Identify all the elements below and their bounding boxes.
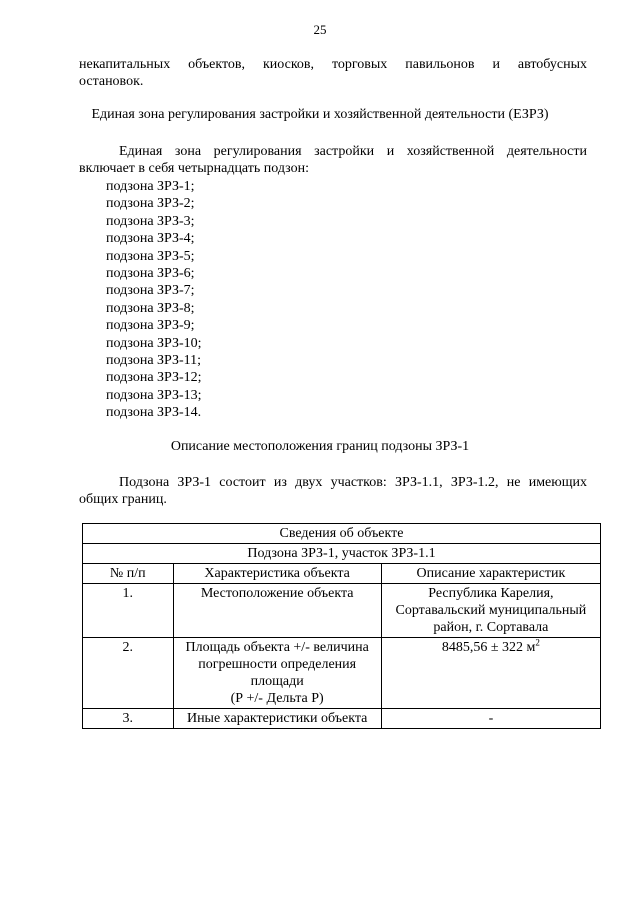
row-characteristic	[173, 638, 381, 709]
row-description: -	[381, 709, 600, 729]
list-item: подзона ЗРЗ-4;	[106, 231, 195, 247]
continuation-paragraph	[79, 56, 587, 90]
column-header-description: Описание характеристик	[381, 564, 600, 584]
characteristic-line: площади	[250, 674, 304, 689]
object-info-table	[82, 523, 601, 729]
list-item: подзона ЗРЗ-1;	[106, 179, 195, 194]
zrz1-paragraph	[79, 474, 587, 508]
row-characteristic: Местоположение объекта	[173, 584, 381, 638]
row-number: 2.	[83, 638, 174, 709]
list-item: подзона ЗРЗ-8;	[106, 300, 195, 316]
column-header-num: № п/п	[83, 564, 174, 584]
paragraph-line: включает в себя четырнадцать подзон:	[79, 161, 310, 176]
table-subtitle: Подзона ЗРЗ-1, участок ЗРЗ-1.1	[83, 544, 601, 564]
paragraph-line: Подзона ЗРЗ-1 состоит из двух участков: ЗРЗ-1.1, ЗРЗ-1.2, не имеющих	[119, 475, 587, 490]
list-item: подзона ЗРЗ-10;	[106, 335, 202, 351]
table-row	[83, 638, 601, 709]
column-header-characteristic: Характеристика объекта	[173, 564, 381, 584]
list-item: подзона ЗРЗ-6;	[106, 266, 195, 282]
row-description: Республика Карелия, Сортавальский муниципальный район, г. Сортавала	[381, 584, 600, 638]
section-heading-zrz1: Описание местоположения границ подзоны ЗРЗ-1	[170, 439, 470, 454]
characteristic-line: (Р +/- Дельта Р)	[230, 691, 324, 706]
paragraph-line: остановок.	[79, 74, 144, 89]
page-number: 25	[313, 22, 327, 37]
area-value: 8485,56 ± 322 м	[441, 640, 536, 655]
paragraph-line: некапитальных объектов, киосков, торговых павильонов и автобусных	[79, 57, 587, 72]
list-item: подзона ЗРЗ-2;	[106, 196, 195, 212]
row-number: 1.	[83, 584, 174, 638]
paragraph-line: общих границ.	[79, 492, 167, 507]
row-number: 3.	[83, 709, 174, 729]
table-title-row	[83, 524, 601, 544]
list-item: подзона ЗРЗ-14.	[106, 405, 202, 421]
characteristic-line: погрешности определения	[198, 657, 357, 672]
area-unit-exponent: 2	[535, 637, 540, 648]
table-subtitle-row	[83, 544, 601, 564]
list-item: подзона ЗРЗ-12;	[106, 370, 202, 386]
list-item: подзона ЗРЗ-13;	[106, 387, 202, 403]
list-item: подзона ЗРЗ-3;	[106, 213, 195, 229]
intro-paragraph	[79, 143, 587, 177]
list-item: подзона ЗРЗ-9;	[106, 318, 195, 334]
subzone-list	[106, 178, 202, 422]
table-row	[83, 709, 601, 729]
list-item: подзона ЗРЗ-5;	[106, 248, 195, 264]
table-header-row	[83, 564, 601, 584]
section-heading-ezrz: Единая зона регулирования застройки и хозяйственной деятельности (ЕЗРЗ)	[91, 107, 549, 122]
list-item: подзона ЗРЗ-11;	[106, 353, 202, 369]
row-characteristic: Иные характеристики объекта	[173, 709, 381, 729]
characteristic-line: Площадь объекта +/- величина	[185, 640, 369, 655]
table-title: Сведения об объекте	[83, 524, 601, 544]
table-row	[83, 584, 601, 638]
list-item: подзона ЗРЗ-7;	[106, 283, 195, 299]
paragraph-line: Единая зона регулирования застройки и хозяйственной деятельности	[119, 144, 587, 159]
row-description	[381, 638, 600, 709]
